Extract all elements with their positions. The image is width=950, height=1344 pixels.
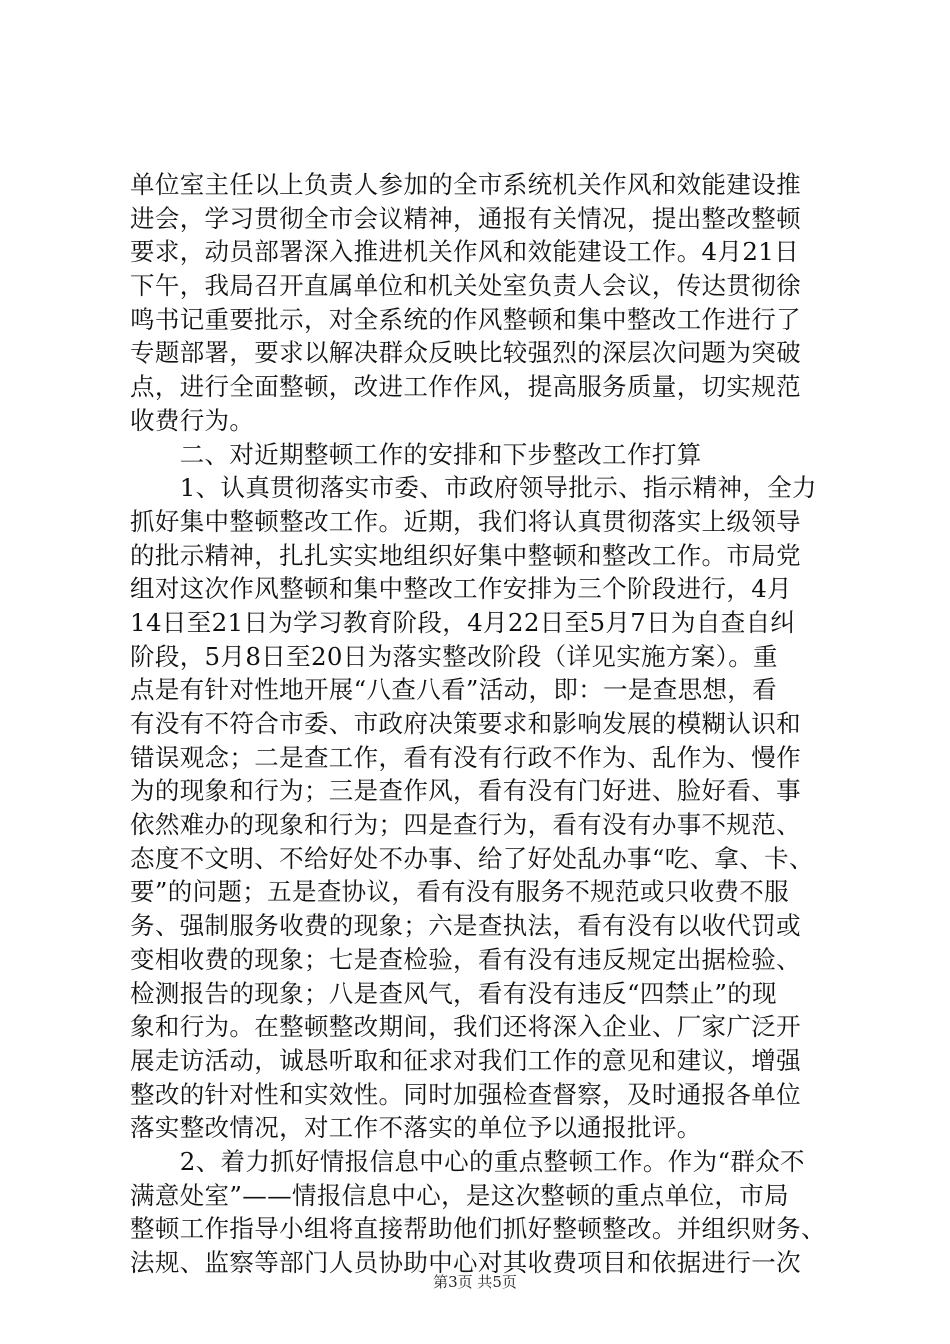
text-line: 变相收费的现象；七是查检验，看有没有违反规定出据检验、 (130, 944, 801, 974)
text-line: 收费行为。 (130, 405, 255, 435)
text-line: 阶段，5月8日至20日为落实整改阶段（详见实施方案）。重 (130, 641, 778, 671)
text-line: 有没有不符合市委、市政府决策要求和影响发展的模糊认识和 (130, 709, 801, 738)
document-body (130, 168, 830, 1280)
text-line: 整改的针对性和实效性。同时加强检查督察，及时通报各单位 (130, 1079, 801, 1109)
text-line: 检测报告的现象；八是查风气，看有没有违反“四禁止”的现 (130, 978, 777, 1008)
text-line: 点，进行全面整顿，改进工作作风，提高服务质量，切实规范 (130, 372, 801, 402)
text-line: 为的现象和行为；三是查作风，看有没有门好进、脸好看、事 (130, 776, 801, 806)
text-line: 错误观念；二是查工作，看有没有行政不作为、乱作为、慢作 (130, 742, 801, 772)
text-line: 态度不文明、不给好处不办事、给了好处乱办事“吃、拿、卡、 (130, 843, 814, 873)
text-line: 象和行为。在整顿整改期间，我们还将深入企业、厂家广泛开 (130, 1012, 801, 1042)
text-line: 要”的问题；五是查协议，看有没有服务不规范或只收费不服 (130, 877, 789, 907)
text-line: 的批示精神，扎扎实实地组织好集中整顿和整改工作。市局党 (130, 540, 801, 570)
text-line: 进会，学习贯彻全市会议精神，通报有关情况，提出整改整顿 (130, 203, 801, 233)
text-line: 2、着力抓好情报信息中心的重点整顿工作。作为“群众不 (130, 1146, 805, 1176)
text-line: 鸣书记重要批示，对全系统的作风整顿和集中整改工作进行了 (130, 304, 801, 334)
text-line: 务、强制服务收费的现象；六是查执法，看有没有以收代罚或 (130, 911, 801, 941)
text-line: 落实整改情况，对工作不落实的单位予以通报批评。 (130, 1113, 702, 1143)
text-line: 法规、监察等部门人员协助中心对其收费项目和依据进行一次 (130, 1248, 801, 1277)
section-heading: 二、对近期整顿工作的安排和下步整改工作打算 (130, 439, 702, 469)
text-line: 要求，动员部署深入推进机关作风和效能建设工作。4月21日 (130, 237, 800, 267)
page-number-footer: 第3页 共5页 (433, 1273, 517, 1291)
text-line: 14日至21日为学习教育阶段，4月22日至5月7日为自查自纠 (130, 607, 796, 637)
text-line: 1、认真贯彻落实市委、市政府领导批示、指示精神，全力 (130, 473, 817, 503)
text-line: 专题部署，要求以解决群众反映比较强烈的深层次问题为突破 (130, 338, 801, 368)
text-line: 组对这次作风整顿和集中整改工作安排为三个阶段进行，4月 (130, 574, 793, 604)
text-line: 下午，我局召开直属单位和机关处室负责人会议，传达贯彻徐 (130, 271, 801, 301)
text-line: 展走访活动，诚恳听取和征求对我们工作的意见和建议，增强 (130, 1045, 801, 1075)
text-line: 点是有针对性地开展“八查八看”活动，即：一是查思想，看 (130, 675, 777, 705)
text-line: 整顿工作指导小组将直接帮助他们抓好整顿整改。并组织财务、 (130, 1214, 826, 1244)
text-line: 抓好集中整顿整改工作。近期，我们将认真贯彻落实上级领导 (130, 506, 801, 536)
text-line: 满意处室”——情报信息中心，是这次整顿的重点单位，市局 (130, 1180, 789, 1210)
text-line: 单位室主任以上负责人参加的全市系统机关作风和效能建设推 (130, 170, 801, 199)
text-line: 依然难办的现象和行为；四是查行为，看有没有办事不规范、 (130, 810, 801, 840)
